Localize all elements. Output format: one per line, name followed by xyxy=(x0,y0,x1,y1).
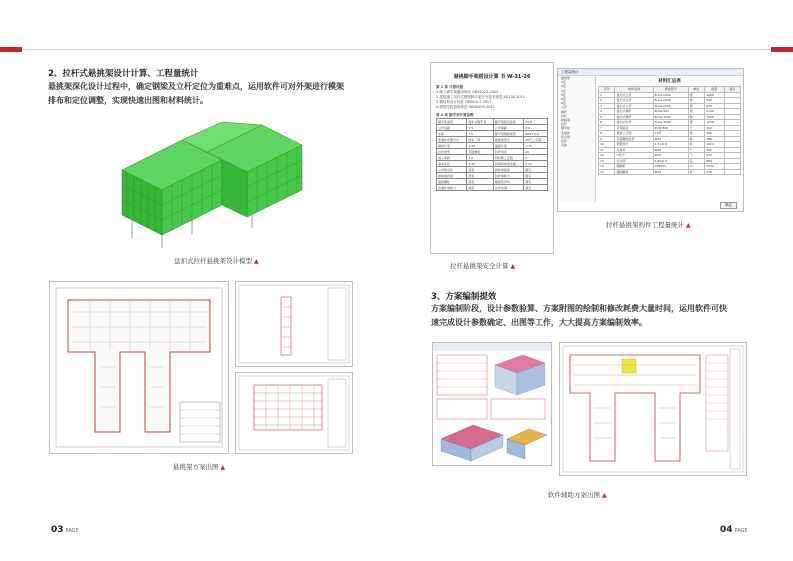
stat-cell: 根 xyxy=(688,98,704,104)
stat-cell: Φ20 xyxy=(653,136,688,142)
stat-cell: 10 xyxy=(599,142,615,148)
stat-cell: 根 xyxy=(688,131,704,137)
calc-cell: 悬挑长度 xyxy=(437,143,467,149)
section3-para-line1: 方案编制阶段，设计参数验算、方案附图的绘制和修改耗费大量时间，运用软件可快 xyxy=(431,304,727,313)
stat-cell: 12 xyxy=(599,153,615,159)
stat-header-cell: 数量 xyxy=(705,87,724,93)
stat-cell: 盘扣式立杆 xyxy=(615,103,653,109)
stat-cell: 根 xyxy=(688,120,704,126)
calc-doc-line: 4.建筑结构荷载规范 GB50009-2012 xyxy=(436,105,495,109)
calc-cell: 风荷载体型系数 xyxy=(493,161,523,167)
stat-cell: 1108 xyxy=(705,120,724,126)
calc-cell: 连墙件布置方式 xyxy=(437,137,467,143)
calc-cell: 立杆稳定性 xyxy=(437,167,467,173)
tree-item[interactable]: 5层 xyxy=(561,97,566,102)
stat-cell: 5 xyxy=(599,114,615,120)
stat-cell: 1924 xyxy=(705,142,724,148)
stat-cell: 1532 xyxy=(705,164,724,170)
stat-cell: 可调底座 xyxy=(615,125,653,131)
software-3d-svg xyxy=(433,343,551,465)
caption-triangle-icon: ▲ xyxy=(602,492,607,499)
stat-cell: 4 xyxy=(599,109,615,115)
stat-cell: m xyxy=(688,164,704,170)
calc-cell: 拉杆类型 xyxy=(437,149,467,155)
tree-item[interactable]: 横杆 xyxy=(561,109,568,114)
scaffold-3d-model-image xyxy=(112,110,312,250)
calc-cell: 脚手架类型 xyxy=(437,119,467,125)
caption-software-text: 软件辅助方案出图 xyxy=(548,491,600,499)
section3-paragraph xyxy=(431,302,761,330)
plan-drawing-section xyxy=(235,281,353,367)
stat-cell: 1286 xyxy=(705,92,724,98)
tree-item[interactable]: 其他 xyxy=(561,143,568,148)
calc-cell: 拉杆承载力 xyxy=(493,173,523,179)
stat-header-cell: 构件名称 xyxy=(615,87,653,93)
stat-cell: 盘扣式斜杆 xyxy=(615,120,653,126)
calc-cell: 拉杆直径 xyxy=(493,149,523,155)
stat-cell: 11 xyxy=(599,147,615,153)
stat-cell: 个 xyxy=(688,153,704,159)
caption-plan xyxy=(173,462,225,471)
stat-cell: 6 xyxy=(599,120,615,126)
stat-cell: U型卡 xyxy=(615,153,653,159)
calc-cell: 满足 xyxy=(467,167,494,173)
calc-doc-sec2: 第 2 章 脚手架计算参数 xyxy=(436,113,474,117)
stat-header-cell: 规格型号 xyxy=(653,87,688,93)
calc-cell: 20 xyxy=(524,149,548,155)
calc-cell: 2 xyxy=(524,155,548,161)
tree-item[interactable]: 斜杆 xyxy=(561,113,568,118)
calc-cell: 0.9 xyxy=(524,125,548,131)
left-accent-bar xyxy=(0,47,22,52)
scaffold-model-svg xyxy=(112,110,312,250)
caption-triangle-icon: ▲ xyxy=(254,258,259,265)
stat-cell: 盘扣式横杆 xyxy=(615,114,653,120)
stat-cell: 根 xyxy=(688,136,704,142)
calc-cell: 1.15 xyxy=(524,161,548,167)
calc-cell: 立杆纵距 xyxy=(437,125,467,131)
calc-row xyxy=(437,185,548,191)
calc-cell: 满足 xyxy=(524,167,548,173)
caption-calc xyxy=(450,261,515,270)
stat-cell: 花篮螺栓拉杆 xyxy=(615,136,653,142)
stat-cell: 13 xyxy=(599,158,615,164)
page-suffix-left: PAGE xyxy=(65,528,79,534)
calc-cell: 悬挑梁型号 xyxy=(493,137,523,143)
calc-cell: 扣件抗滑 xyxy=(493,185,523,191)
stat-cell: 572 xyxy=(705,153,724,159)
section-drawing-svg xyxy=(236,282,352,366)
tree-item[interactable]: 安全网 xyxy=(561,134,571,139)
stat-cell: 锚固螺栓 xyxy=(615,169,653,175)
caption-plan-text: 悬挑架方案出图 xyxy=(173,463,219,471)
plan-drawing-svg xyxy=(50,282,228,453)
tree-item[interactable]: 1层 xyxy=(561,80,566,85)
calc-cell: 施工荷载 xyxy=(437,155,467,161)
stat-cell: B-SG-1500 xyxy=(653,114,688,120)
calc-cell: 锚固螺栓 xyxy=(437,179,467,185)
stat-header-cell: 序号 xyxy=(599,87,615,93)
calc-cell: 楼板抗冲切 xyxy=(493,179,523,185)
stat-cell: Φ20 xyxy=(653,153,688,159)
page-number-right-value: 04 xyxy=(720,525,733,535)
stat-cell xyxy=(724,169,740,175)
calc-cell: 立杆横距 xyxy=(493,125,523,131)
stat-cell: 盘扣式立杆 xyxy=(615,92,653,98)
caption-software xyxy=(548,490,607,499)
right-accent-bar xyxy=(771,47,793,52)
stat-cell: 踢脚板 xyxy=(615,164,653,170)
section3-para-line2: 速完成设计参数确定、出图等工作，大大提高方案编制效率。 xyxy=(431,318,647,327)
calc-cell: 3.0 xyxy=(467,155,494,161)
section2-paragraph xyxy=(48,80,388,108)
stat-header-cell: 单位 xyxy=(688,87,704,93)
calc-cell: 满足 xyxy=(467,173,494,179)
tree-item[interactable]: 4层 xyxy=(561,92,566,97)
stat-ok-button[interactable]: 确定 xyxy=(720,202,737,209)
calc-cell: 满足 xyxy=(467,179,494,185)
section2-heading: 2、拉杆式悬挑架设计计算、工程量统计 xyxy=(48,69,199,79)
stat-cell: 套 xyxy=(688,169,704,175)
top-divider xyxy=(0,44,793,54)
stat-cell: 张 xyxy=(688,158,704,164)
page-number-left-value: 03 xyxy=(51,525,64,535)
stat-cell: 安全网 xyxy=(615,158,653,164)
caption-triangle-icon: ▲ xyxy=(686,222,691,229)
stat-cell: 9 xyxy=(599,136,615,142)
stat-cell: 356 xyxy=(705,147,724,153)
stat-cell: 2 xyxy=(599,98,615,104)
stat-cell: Φ48 xyxy=(653,147,688,153)
stat-cell: B-LG-2000 xyxy=(653,103,688,109)
stat-cell: 块 xyxy=(688,142,704,148)
stat-cell: B-LG-1500 xyxy=(653,98,688,104)
stat-cell: 根 xyxy=(688,109,704,115)
stat-cell: 572 xyxy=(705,169,724,175)
tree-item[interactable]: 立杆 xyxy=(561,105,568,110)
tree-item[interactable]: 6层 xyxy=(561,101,566,106)
stat-cell: 7 xyxy=(599,125,615,131)
calc-cell: 脚手架钢管类型 xyxy=(493,131,523,137)
calc-doc-table xyxy=(436,118,548,191)
stat-cell: 200mm xyxy=(653,164,688,170)
stat-cell: 15 xyxy=(599,169,615,175)
calc-cell: 两步三跨 xyxy=(467,137,494,143)
calc-cell: 连墙件承载力 xyxy=(437,185,467,191)
stat-cell: 盘扣式立杆 xyxy=(615,98,653,104)
caption-model-text: 盘扣式拉杆悬挑架设计模型 xyxy=(174,257,252,265)
stat-row[interactable] xyxy=(599,169,741,175)
tree-item[interactable]: 拉杆 xyxy=(561,122,568,127)
tree-item[interactable]: 悬挑架 xyxy=(561,76,571,80)
caption-calc-text: 拉杆悬挑架安全计算 xyxy=(450,262,509,270)
stat-cell: M20 xyxy=(653,169,688,175)
stat-cell: 8 xyxy=(599,131,615,137)
stat-cell: B-LG-1000 xyxy=(653,92,688,98)
stat-cell: 1.8×6.0 xyxy=(653,158,688,164)
stat-cell: 盘扣式横杆 xyxy=(615,109,653,115)
calc-doc-line: 3.钢结构设计标准 GB50017-2017 xyxy=(436,100,492,104)
calc-cell: 满足 xyxy=(524,173,548,179)
stat-cell: 16号 xyxy=(653,131,688,137)
plan-drawing-elevation xyxy=(235,372,353,454)
stat-cell: 钢笆网片 xyxy=(615,142,653,148)
tree-item[interactable]: 2层 xyxy=(561,84,566,89)
stat-cell: 个 xyxy=(688,125,704,131)
section3-heading: 3、方案编制提效 xyxy=(431,292,497,302)
stat-cell: 658 xyxy=(705,103,724,109)
stat-cell: 286 xyxy=(705,136,724,142)
stat-cell: 864 xyxy=(705,158,724,164)
calc-cell: 1.5 xyxy=(467,131,494,137)
stat-cell: 悬挑工字钢 xyxy=(615,131,653,137)
calc-cell: 锚固长度 xyxy=(493,143,523,149)
calc-cell: 1.75 xyxy=(524,143,548,149)
tree-item[interactable]: 3层 xyxy=(561,88,566,93)
tree-item[interactable]: 脚手板 xyxy=(561,126,571,131)
calc-doc-title: 悬挑脚手架搭设计算 书 W-31-26 xyxy=(453,74,531,80)
stat-window-toolbar: 工程量统计 xyxy=(558,69,743,76)
calc-doc-sec1: 第 1 章 计算依据 xyxy=(436,85,464,89)
elevation-drawing-svg xyxy=(236,373,352,453)
stat-software-window xyxy=(557,68,744,212)
software-drawing-plan xyxy=(559,342,747,476)
software-plan-svg xyxy=(560,343,746,475)
calc-doc-line: 2.建筑施工扣件式钢管脚手架安全技术规范 JGJ130-2011 xyxy=(436,95,526,99)
stat-cell: 根 xyxy=(688,103,704,109)
stat-cell: 1 xyxy=(599,92,615,98)
calc-cell: 花篮螺栓 xyxy=(467,149,494,155)
section2-para-line1: 悬挑架深化设计过程中，确定钢梁及立杆定位为重难点，运用软件可对外架进行模架 xyxy=(48,82,344,91)
stat-cell: 根 xyxy=(688,92,704,98)
calc-cell: 满足 xyxy=(524,179,548,185)
stat-table-title: 材料汇总表 xyxy=(658,79,681,84)
tree-item[interactable]: 悬挑梁 xyxy=(561,118,571,123)
calc-cell: 21.6 xyxy=(524,119,548,125)
stat-cell: B-SG-900 xyxy=(653,109,688,115)
stat-tree-panel xyxy=(558,76,596,202)
stat-cell: B-ST-500 xyxy=(653,125,688,131)
calc-cell: Φ48×3.2 xyxy=(524,131,548,137)
stat-cell: 286 xyxy=(705,131,724,137)
section2-para-line2: 排布和定位调整，实现快速出图和材料统计。 xyxy=(48,96,208,105)
stat-cell: 2140 xyxy=(705,109,724,115)
caption-triangle-icon: ▲ xyxy=(510,263,516,270)
caption-stat xyxy=(606,220,691,229)
calc-doc-line: 1.施工脚手架通用规范 GB55023-2022 xyxy=(436,90,499,94)
calc-cell: 悬挑梁挠度 xyxy=(437,173,467,179)
calc-cell: 满足 xyxy=(524,185,548,191)
stat-cell: 942 xyxy=(705,98,724,104)
caption-triangle-icon: ▲ xyxy=(220,464,226,471)
stat-cell: 连墙件 xyxy=(615,147,653,153)
software-drawing-3d xyxy=(432,342,552,466)
calc-cell: 1.25 xyxy=(467,143,494,149)
stat-cell: 个 xyxy=(688,147,704,153)
calc-cell: 脚手架搭设高度 xyxy=(493,119,523,125)
caption-model xyxy=(174,256,259,265)
plan-drawing-large xyxy=(49,281,229,454)
stat-cell: 412 xyxy=(705,125,724,131)
calc-document-image xyxy=(430,62,554,254)
tree-item[interactable]: 连墙件 xyxy=(561,130,571,135)
calc-cell: 16号工字钢 xyxy=(524,137,548,143)
stat-cell: 3326 xyxy=(705,114,724,120)
calc-cell: 1.5 xyxy=(467,125,494,131)
calc-cell: 0.35 xyxy=(467,161,494,167)
caption-stat-text: 拉杆悬挑架构件工程量统计 xyxy=(606,221,684,229)
calc-cell: 基本风压 xyxy=(437,161,467,167)
stat-cell: 3 xyxy=(599,103,615,109)
calc-cell: 同时施工层数 xyxy=(493,155,523,161)
calc-cell: 盘扣式脚手架 xyxy=(467,119,494,125)
calc-cell: 满足 xyxy=(467,185,494,191)
stat-cell: 根 xyxy=(688,114,704,120)
stat-cell: 1.5×0.6 xyxy=(653,142,688,148)
tree-item[interactable]: 扣件 xyxy=(561,139,568,144)
stat-header-cell: 备注 xyxy=(724,87,740,93)
calc-cell: 悬挑梁强度 xyxy=(493,167,523,173)
calc-cell: 步距 xyxy=(437,131,467,137)
page-number-right xyxy=(720,525,748,535)
stat-cell: B-XG-1500 xyxy=(653,120,688,126)
page-suffix-right: PAGE xyxy=(734,528,748,534)
stat-table xyxy=(598,86,741,175)
page-number-left xyxy=(51,525,79,535)
stat-cell: 14 xyxy=(599,164,615,170)
